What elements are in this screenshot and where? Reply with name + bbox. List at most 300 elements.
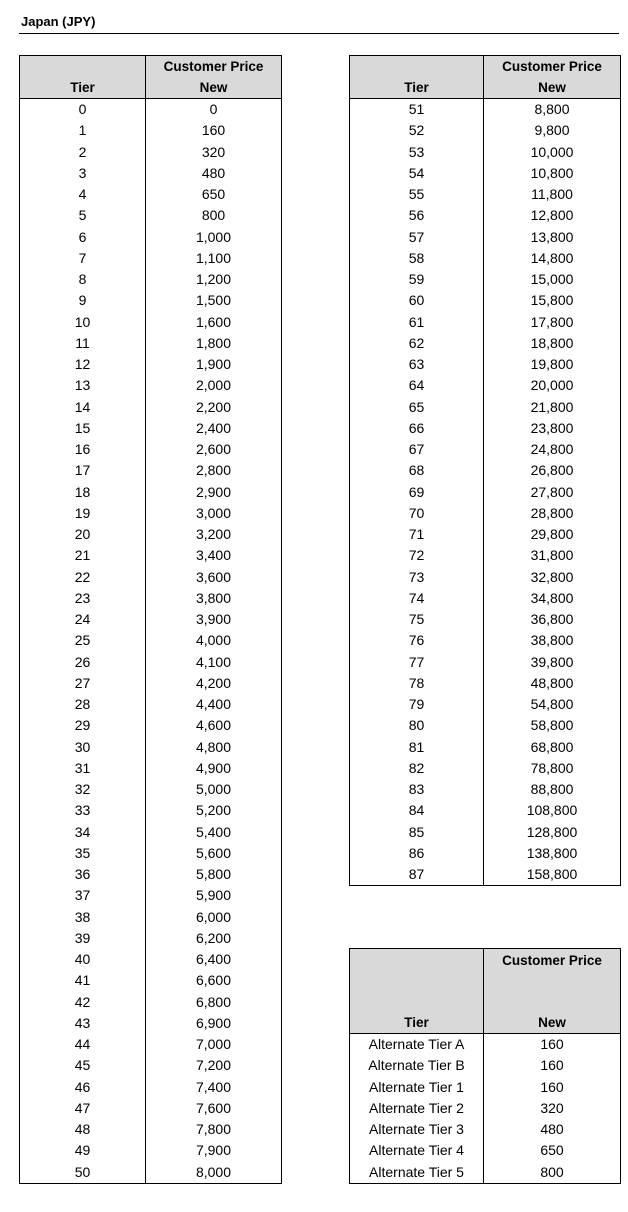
- price-cell: 7,800: [146, 1119, 282, 1140]
- customer-price-column-header: [146, 56, 282, 99]
- price-cell: 160: [484, 1034, 621, 1056]
- price-cell: 108,800: [484, 800, 621, 821]
- tier-cell: 76: [350, 630, 484, 651]
- price-cell: 1,600: [146, 312, 282, 333]
- price-cell: 2,400: [146, 418, 282, 439]
- tier-cell: 35: [20, 843, 146, 864]
- table-row: [20, 928, 282, 949]
- tier-cell: 40: [20, 949, 146, 970]
- customer-price-header-line1: Customer Price: [163, 59, 264, 74]
- table-row: [20, 1013, 282, 1034]
- table-row: [20, 312, 282, 333]
- tier-cell: 46: [20, 1077, 146, 1098]
- table-row: [20, 673, 282, 694]
- price-cell: 19,800: [484, 354, 621, 375]
- price-cell: 6,600: [146, 970, 282, 991]
- table-row: [20, 652, 282, 673]
- table-row: [20, 992, 282, 1013]
- tier-cell: 57: [350, 227, 484, 248]
- tier-cell: 69: [350, 482, 484, 503]
- price-cell: 68,800: [484, 737, 621, 758]
- table-row: [20, 99, 282, 121]
- table-row: [350, 737, 621, 758]
- tier-cell: 80: [350, 715, 484, 736]
- tier-cell: 85: [350, 822, 484, 843]
- price-cell: 5,900: [146, 885, 282, 906]
- price-cell: 4,400: [146, 694, 282, 715]
- price-cell: 480: [484, 1119, 621, 1140]
- table-row: [350, 630, 621, 651]
- table-row: [20, 609, 282, 630]
- price-cell: 27,800: [484, 482, 621, 503]
- tier-cell: 55: [350, 184, 484, 205]
- table-row: [350, 758, 621, 779]
- table-row: [20, 375, 282, 396]
- table-header-row: [350, 56, 621, 99]
- table-row: [350, 1055, 621, 1076]
- table-row: [350, 864, 621, 886]
- tier-cell: 68: [350, 460, 484, 481]
- tier-cell: 11: [20, 333, 146, 354]
- tier-cell: Alternate Tier 5: [350, 1162, 484, 1184]
- table-row: [350, 567, 621, 588]
- price-cell: 160: [484, 1055, 621, 1076]
- table-row: [20, 1162, 282, 1184]
- price-cell: 4,100: [146, 652, 282, 673]
- table-row: [20, 184, 282, 205]
- tier-cell: 61: [350, 312, 484, 333]
- price-cell: 7,400: [146, 1077, 282, 1098]
- price-cell: 320: [146, 142, 282, 163]
- price-cell: 2,000: [146, 375, 282, 396]
- price-cell: 26,800: [484, 460, 621, 481]
- table-row: [350, 460, 621, 481]
- table-row: [20, 970, 282, 991]
- table-row: [350, 822, 621, 843]
- price-cell: 3,200: [146, 524, 282, 545]
- tier-cell: Alternate Tier 2: [350, 1098, 484, 1119]
- tier-cell: 18: [20, 482, 146, 503]
- table-row: [20, 630, 282, 651]
- price-cell: 3,800: [146, 588, 282, 609]
- tier-cell: 81: [350, 737, 484, 758]
- table-row: [20, 1140, 282, 1161]
- price-cell: 21,800: [484, 397, 621, 418]
- tier-cell: 39: [20, 928, 146, 949]
- table-row: [20, 290, 282, 311]
- price-cell: 88,800: [484, 779, 621, 800]
- price-cell: 7,000: [146, 1034, 282, 1055]
- price-cell: 2,800: [146, 460, 282, 481]
- price-cell: 6,000: [146, 907, 282, 928]
- table-row: [350, 800, 621, 821]
- table-row: [350, 694, 621, 715]
- table-row: [350, 1034, 621, 1056]
- table-row: [350, 503, 621, 524]
- tier-cell: 27: [20, 673, 146, 694]
- tier-cell: 36: [20, 864, 146, 885]
- table-row: [350, 248, 621, 269]
- table-row: [20, 1119, 282, 1140]
- price-cell: 2,200: [146, 397, 282, 418]
- tier-cell: 72: [350, 545, 484, 566]
- price-cell: 650: [484, 1140, 621, 1161]
- price-cell: 5,000: [146, 779, 282, 800]
- price-cell: 5,400: [146, 822, 282, 843]
- tier-cell: 53: [350, 142, 484, 163]
- tier-cell: 28: [20, 694, 146, 715]
- price-cell: 2,900: [146, 482, 282, 503]
- price-cell: 160: [484, 1077, 621, 1098]
- table-row: [20, 1077, 282, 1098]
- price-cell: 28,800: [484, 503, 621, 524]
- tier-cell: 41: [20, 970, 146, 991]
- price-cell: 1,100: [146, 248, 282, 269]
- table-row: [20, 588, 282, 609]
- table-row: [350, 99, 621, 121]
- tier-cell: 5: [20, 205, 146, 226]
- tier-cell: 20: [20, 524, 146, 545]
- table-row: [20, 205, 282, 226]
- table-row: [20, 269, 282, 290]
- tier-cell: 77: [350, 652, 484, 673]
- table-row: [350, 545, 621, 566]
- table-row: [20, 1034, 282, 1055]
- table-row: [20, 333, 282, 354]
- price-cell: 5,200: [146, 800, 282, 821]
- tier-cell: 9: [20, 290, 146, 311]
- price-cell: 10,000: [484, 142, 621, 163]
- tier-cell: 0: [20, 99, 146, 121]
- tier-cell: 6: [20, 227, 146, 248]
- table-row: [350, 843, 621, 864]
- price-cell: 0: [146, 99, 282, 121]
- tier-cell: 15: [20, 418, 146, 439]
- price-cell: 5,600: [146, 843, 282, 864]
- table-row: [350, 184, 621, 205]
- table-row: [20, 715, 282, 736]
- tier-cell: 26: [20, 652, 146, 673]
- tier-cell: 16: [20, 439, 146, 460]
- price-cell: 800: [146, 205, 282, 226]
- table-row: [350, 1098, 621, 1119]
- table-row: [20, 482, 282, 503]
- price-cell: 29,800: [484, 524, 621, 545]
- price-cell: 1,200: [146, 269, 282, 290]
- alternate-tier-table: [349, 948, 621, 1184]
- price-cell: 58,800: [484, 715, 621, 736]
- tier-cell: Alternate Tier 3: [350, 1119, 484, 1140]
- price-cell: 1,500: [146, 290, 282, 311]
- tier-cell: 34: [20, 822, 146, 843]
- price-cell: 3,900: [146, 609, 282, 630]
- tier-cell: 79: [350, 694, 484, 715]
- price-cell: 128,800: [484, 822, 621, 843]
- table-row: [350, 290, 621, 311]
- price-tier-table-1: [19, 55, 282, 1184]
- table-row: [350, 269, 621, 290]
- table-row: [350, 418, 621, 439]
- tier-cell: 29: [20, 715, 146, 736]
- table-row: [350, 375, 621, 396]
- table-row: [20, 524, 282, 545]
- price-cell: 4,900: [146, 758, 282, 779]
- table-row: [20, 503, 282, 524]
- table-row: [20, 907, 282, 928]
- tier-cell: 50: [20, 1162, 146, 1184]
- tier-cell: 45: [20, 1055, 146, 1076]
- tier-cell: 30: [20, 737, 146, 758]
- table-row: [20, 949, 282, 970]
- table-row: [350, 482, 621, 503]
- table-row: [20, 354, 282, 375]
- tier-cell: 22: [20, 567, 146, 588]
- table-row: [20, 418, 282, 439]
- table-row: [20, 694, 282, 715]
- table-row: [350, 673, 621, 694]
- tier-cell: 1: [20, 120, 146, 141]
- tier-cell: 48: [20, 1119, 146, 1140]
- table-row: [20, 397, 282, 418]
- tier-column-header: Tier: [350, 949, 484, 1034]
- table-row: [20, 567, 282, 588]
- table-row: [20, 460, 282, 481]
- tier-cell: 19: [20, 503, 146, 524]
- tier-cell: 14: [20, 397, 146, 418]
- price-cell: 32,800: [484, 567, 621, 588]
- price-cell: 158,800: [484, 864, 621, 886]
- tier-cell: 73: [350, 567, 484, 588]
- table-row: [350, 1140, 621, 1161]
- tier-cell: 75: [350, 609, 484, 630]
- tier-cell: 2: [20, 142, 146, 163]
- table-row: [350, 1162, 621, 1184]
- tier-cell: 4: [20, 184, 146, 205]
- price-cell: 4,200: [146, 673, 282, 694]
- price-cell: 31,800: [484, 545, 621, 566]
- tier-cell: 83: [350, 779, 484, 800]
- tier-cell: 82: [350, 758, 484, 779]
- price-cell: 9,800: [484, 120, 621, 141]
- table-row: [20, 248, 282, 269]
- tier-cell: 78: [350, 673, 484, 694]
- price-cell: 1,000: [146, 227, 282, 248]
- price-cell: 10,800: [484, 163, 621, 184]
- customer-price-column-header: [484, 56, 621, 99]
- price-cell: 320: [484, 1098, 621, 1119]
- tier-cell: 7: [20, 248, 146, 269]
- price-cell: 7,900: [146, 1140, 282, 1161]
- table-row: [350, 333, 621, 354]
- table-row: [350, 142, 621, 163]
- customer-price-header-line1: Customer Price: [502, 59, 602, 74]
- table-row: [20, 1055, 282, 1076]
- price-cell: 3,400: [146, 545, 282, 566]
- price-cell: 12,800: [484, 205, 621, 226]
- price-cell: 6,800: [146, 992, 282, 1013]
- table-row: [350, 163, 621, 184]
- tier-cell: 38: [20, 907, 146, 928]
- tier-cell: 10: [20, 312, 146, 333]
- tier-column-header: Tier: [20, 56, 146, 99]
- tier-cell: 59: [350, 269, 484, 290]
- tier-cell: 51: [350, 99, 484, 121]
- tier-cell: 84: [350, 800, 484, 821]
- price-cell: 8,000: [146, 1162, 282, 1184]
- price-cell: 480: [146, 163, 282, 184]
- price-cell: 15,800: [484, 290, 621, 311]
- price-cell: 36,800: [484, 609, 621, 630]
- price-cell: 39,800: [484, 652, 621, 673]
- price-cell: 17,800: [484, 312, 621, 333]
- tier-cell: Alternate Tier A: [350, 1034, 484, 1056]
- table-header-row: [20, 56, 282, 99]
- table-row: [20, 1098, 282, 1119]
- table-row: [350, 227, 621, 248]
- tier-cell: 23: [20, 588, 146, 609]
- table-row: [20, 843, 282, 864]
- price-cell: 160: [146, 120, 282, 141]
- table-row: [350, 779, 621, 800]
- tier-cell: 33: [20, 800, 146, 821]
- price-cell: 4,000: [146, 630, 282, 651]
- tier-cell: 42: [20, 992, 146, 1013]
- tier-cell: 43: [20, 1013, 146, 1034]
- table-row: [350, 524, 621, 545]
- table-row: [20, 120, 282, 141]
- tier-cell: Alternate Tier 1: [350, 1077, 484, 1098]
- price-cell: 15,000: [484, 269, 621, 290]
- tier-cell: 37: [20, 885, 146, 906]
- price-cell: 24,800: [484, 439, 621, 460]
- table-row: [350, 1077, 621, 1098]
- table-header-row: [350, 949, 621, 1034]
- price-cell: 138,800: [484, 843, 621, 864]
- tier-cell: 13: [20, 375, 146, 396]
- price-cell: 6,400: [146, 949, 282, 970]
- price-cell: 20,000: [484, 375, 621, 396]
- table-row: [350, 715, 621, 736]
- table-row: [20, 758, 282, 779]
- table-row: [20, 779, 282, 800]
- table-row: [20, 227, 282, 248]
- customer-price-header-line2: New: [538, 1015, 566, 1030]
- customer-price-header-line1: Customer Price: [502, 953, 602, 968]
- tier-cell: 70: [350, 503, 484, 524]
- table-row: [350, 397, 621, 418]
- table-row: [20, 800, 282, 821]
- tier-cell: 67: [350, 439, 484, 460]
- price-cell: 6,200: [146, 928, 282, 949]
- table-row: [350, 439, 621, 460]
- price-cell: 54,800: [484, 694, 621, 715]
- tier-cell: 25: [20, 630, 146, 651]
- tier-cell: 3: [20, 163, 146, 184]
- price-cell: 38,800: [484, 630, 621, 651]
- tier-cell: 58: [350, 248, 484, 269]
- tier-cell: 56: [350, 205, 484, 226]
- tier-cell: 63: [350, 354, 484, 375]
- table-row: [20, 822, 282, 843]
- tier-cell: 32: [20, 779, 146, 800]
- tier-cell: 44: [20, 1034, 146, 1055]
- price-cell: 4,800: [146, 737, 282, 758]
- price-cell: 34,800: [484, 588, 621, 609]
- tier-cell: 65: [350, 397, 484, 418]
- customer-price-column-header: [484, 949, 621, 1034]
- table-row: [350, 588, 621, 609]
- table-row: [20, 737, 282, 758]
- tier-cell: 74: [350, 588, 484, 609]
- table-row: [20, 439, 282, 460]
- tier-cell: 52: [350, 120, 484, 141]
- price-cell: 13,800: [484, 227, 621, 248]
- price-cell: 11,800: [484, 184, 621, 205]
- price-cell: 6,900: [146, 1013, 282, 1034]
- tier-cell: Alternate Tier 4: [350, 1140, 484, 1161]
- page-title: Japan (JPY): [21, 14, 96, 29]
- table-row: [350, 354, 621, 375]
- tier-cell: 31: [20, 758, 146, 779]
- price-cell: 7,200: [146, 1055, 282, 1076]
- tier-cell: 71: [350, 524, 484, 545]
- price-cell: 23,800: [484, 418, 621, 439]
- tier-cell: 47: [20, 1098, 146, 1119]
- customer-price-header-line2: New: [538, 80, 566, 95]
- price-cell: 800: [484, 1162, 621, 1184]
- price-cell: 18,800: [484, 333, 621, 354]
- price-cell: 5,800: [146, 864, 282, 885]
- tier-cell: 54: [350, 163, 484, 184]
- table-row: [350, 1119, 621, 1140]
- tier-cell: 12: [20, 354, 146, 375]
- price-cell: 7,600: [146, 1098, 282, 1119]
- price-cell: 3,000: [146, 503, 282, 524]
- table-row: [350, 312, 621, 333]
- tier-cell: 21: [20, 545, 146, 566]
- price-cell: 1,900: [146, 354, 282, 375]
- title-underline: [19, 33, 619, 34]
- table-row: [350, 609, 621, 630]
- tier-cell: 64: [350, 375, 484, 396]
- table-row: [20, 885, 282, 906]
- tier-cell: Alternate Tier B: [350, 1055, 484, 1076]
- tier-column-header: Tier: [350, 56, 484, 99]
- table-row: [350, 652, 621, 673]
- price-cell: 2,600: [146, 439, 282, 460]
- tier-cell: 86: [350, 843, 484, 864]
- table-row: [20, 864, 282, 885]
- tier-cell: 49: [20, 1140, 146, 1161]
- tier-cell: 62: [350, 333, 484, 354]
- price-cell: 48,800: [484, 673, 621, 694]
- tier-cell: 24: [20, 609, 146, 630]
- customer-price-header-line2: New: [199, 80, 228, 95]
- tier-cell: 60: [350, 290, 484, 311]
- tier-cell: 87: [350, 864, 484, 886]
- price-cell: 14,800: [484, 248, 621, 269]
- price-cell: 4,600: [146, 715, 282, 736]
- price-cell: 650: [146, 184, 282, 205]
- tier-cell: 8: [20, 269, 146, 290]
- price-cell: 8,800: [484, 99, 621, 121]
- tier-cell: 66: [350, 418, 484, 439]
- table-row: [350, 205, 621, 226]
- tier-cell: 17: [20, 460, 146, 481]
- price-cell: 1,800: [146, 333, 282, 354]
- price-cell: 3,600: [146, 567, 282, 588]
- price-tier-table-2: [349, 55, 621, 886]
